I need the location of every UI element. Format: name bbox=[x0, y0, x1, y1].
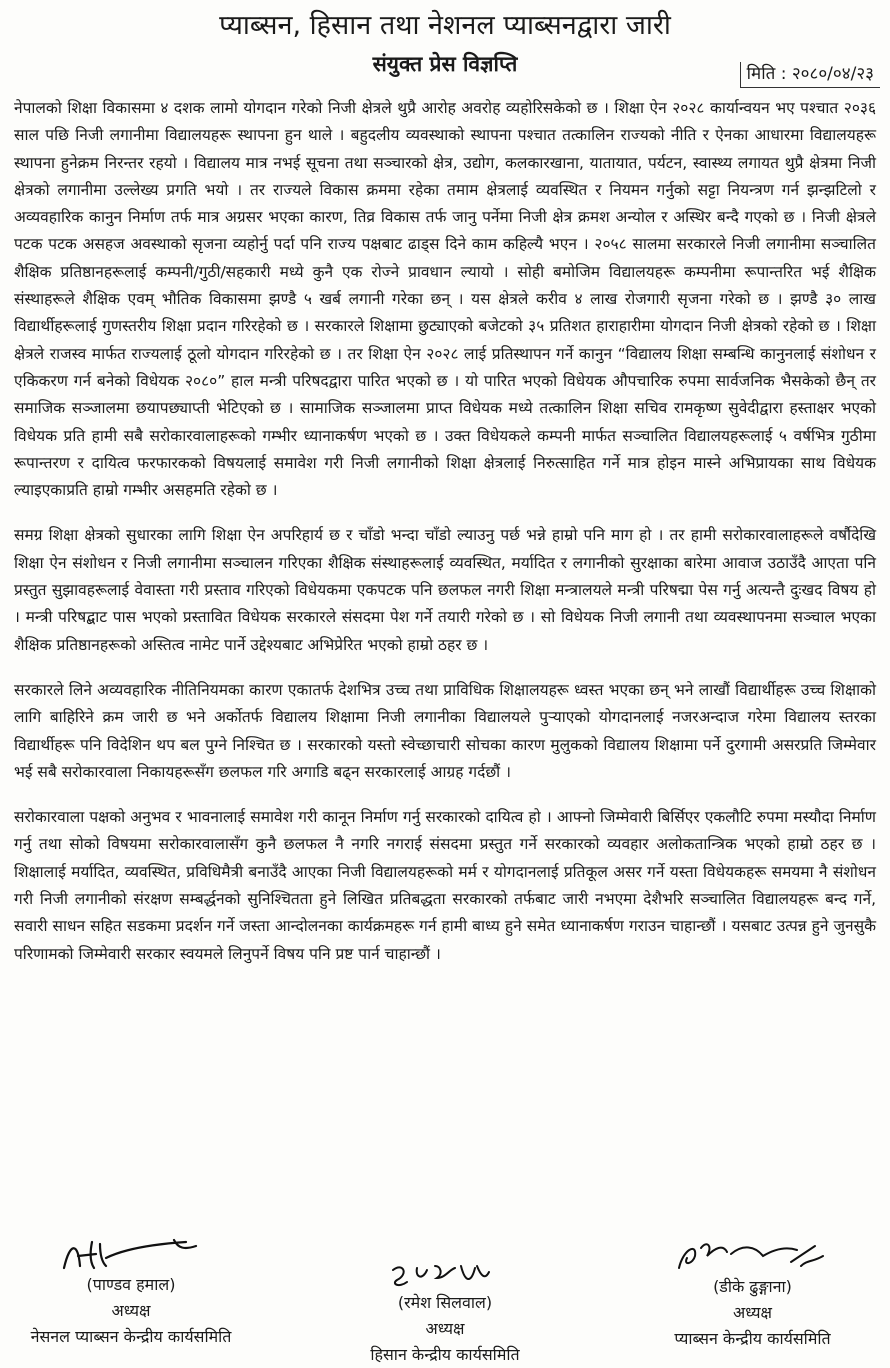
signatory-2-org: हिसान केन्द्रीय कार्यसमिति bbox=[370, 1345, 520, 1364]
paragraph-1: नेपालको शिक्षा विकासमा ४ दशक लामो योगदान गरेको निजी क्षेत्रले थुप्रै आरोह अवरोह व्यहोरिसकेको छ । शिक्षा ऐन २०२८ कार्यान्वयन भए पश्चात २०३६ साल पछि निजी लगानीमा विद्यालयहरू स्थापना हुन थाले । बहुदलीय व्यवस्थाको स्थापना पश्चात तत्कालिन राज्यको नीति र ऐनका आधारमा विद्यालयहरू स्थापना हुनेक्रम निरन्तर रहयो । विद्यालय मात्र नभई सूचना तथा सञ्चारको क्षेत्र, उद्योग, कलकारखाना, यातायात, पर्यटन, स्वास्थ्य लगायत थुप्रै क्षेत्रमा निजी क्षेत्रको लगानीमा उल्लेख्य प्रगति भयो । तर राज्यले विकास क्रममा रहेका तमाम क्षेत्रलाई व्यवस्थित र नियमन गर्नुको सट्टा नियन्त्रण गर्न झन्झटिलो र अव्यवहारिक कानुन निर्माण तर्फ मात्र अग्रसर भएका कारण, तिव्र विकास तर्फ जानु पर्नेमा निजी क्षेत्र क्रमश अन्योल र अस्थिर बन्दै गएको छ । निजी क्षेत्रले पटक पटक असहज अवस्थाको सृजना व्यहोर्नु पर्दा पनि राज्य पक्षबाट ढाड्स दिने काम कहिल्यै भएन । २०५८ सालमा सरकारले निजी लगानीमा सञ्चालित शैक्षिक प्रतिष्ठानहरूलाई कम्पनी/गुठी/सहकारी मध्ये कुनै एक रोज्ने प्रावधान ल्यायो । सोही बमोजिम विद्यालयहरू कम्पनीमा रूपान्तरित भई शैक्षिक संस्थाहरूले शैक्षिक एवम् भौतिक विकासमा झण्डै ५ खर्ब लगानी गरेका छन् । यस क्षेत्रले करीव ४ लाख रोजगारी सृजना गरेको छ । झण्डै ३० लाख विद्यार्थीहरूलाई गुणस्तरीय शिक्षा प्रदान गरिरहेको छ । सरकारले शिक्षामा छुट्याएको बजेटको ३५ प्रतिशत हाराहारीमा योगदान निजी क्षेत्रको रहेको छ । शिक्षा क्षेत्रले राजस्व मार्फत राज्यलाई ठूलो योगदान गरिरहेको छ । तर शिक्षा ऐन २०२८ लाई प्रतिस्थापन गर्ने कानुन “विद्यालय शिक्षा सम्बन्धि कानुनलाई संशोधन र एकिकरण गर्न बनेको विधेयक २०८०” हाल मन्त्री परिषदद्वारा पारित भएको छ । यो पारित भएको विधेयक औपचारिक रुपमा सार्वजनिक भैसकेको छैन् तर समाजिक सञ्जालमा छयापछ्याप्ती भेटिएको छ । सामाजिक सञ्जालमा प्राप्त विधेयक मध्ये तत्कालिन शिक्षा सचिव रामकृष्ण सुवेदीद्वारा हस्ताक्षर भएको विधेयक प्रति हामी सबै सरोकारवालाहरूको गम्भीर ध्यानाकर्षण भएको छ । उक्त विधेयकले कम्पनी मार्फत सञ्चालित विद्यालयहरूलाई ५ वर्षभित्र गुठीमा रूपान्तरण र दायित्व फरफारकको विषयलाई समावेश गरी निजी लगानीको शिक्षा क्षेत्रलाई निरुत्साहित गर्ने मात्र होइन मास्ने अभिप्रायका साथ विधेयक ल्याइएकाप्रति हाम्रो गम्भीर असहमति रहेको छ । bbox=[14, 99, 876, 500]
press-release-body bbox=[14, 95, 876, 968]
press-release-subtitle: संयुक्त प्रेस विज्ञप्ति bbox=[372, 52, 518, 76]
signatory-2-name: (रमेश सिलवाल) bbox=[397, 1293, 493, 1312]
signature-image-3 bbox=[673, 1236, 833, 1274]
signatory-1-name: (पाण्डव हमाल) bbox=[86, 1275, 176, 1294]
release-date: मिति : २०८०/०४/२३ bbox=[740, 62, 880, 88]
signatory-1-org: नेसनल प्याब्सन केन्द्रीय कार्यसमिति bbox=[30, 1327, 232, 1346]
press-release-title: प्याब्सन, हिसान तथा नेशनल प्याब्सनद्वारा जारी bbox=[219, 10, 671, 41]
signatory-block-2 bbox=[330, 1260, 560, 1368]
paragraph-3: सरकारले लिने अव्यवहारिक नीतिनियमका कारण एकातर्फ देशभित्र उच्च तथा प्राविधिक शिक्षालयहरू ध्वस्त भएका छन् भने लाखौं विद्यार्थीहरू उच्च शिक्षाको लागि बाहिरिने क्रम जारी छ भने अर्कोतर्फ विद्यालय शिक्षामा निजी लगानीका विद्यालयले पुऱ्याएको योगदानलाई नजरअन्दाज गरेमा विद्यालय स्तरका विद्यार्थीहरू पनि विदेशिन थप बल पुग्ने निश्चित छ । सरकारको यस्तो स्वेच्छाचारी सोचका कारण मुलुकको विद्यालय शिक्षामा पर्ने दुरगामी असरप्रति जिम्मेवार भई सबै सरोकारवाला निकायहरूसँग छलफल गरि अगाडि बढ्न सरकारलाई आग्रह गर्दछौं । bbox=[14, 680, 876, 781]
signature-image-2 bbox=[385, 1260, 505, 1290]
signatory-2-post: अध्यक्ष bbox=[425, 1319, 465, 1338]
paragraph-2: समग्र शिक्षा क्षेत्रको सुधारका लागि शिक्षा ऐन अपरिहार्य छ र चाँडो भन्दा चाँडो ल्याउनु पर्छ भन्ने हाम्रो पनि माग हो । तर हामी सरोकारवालाहरूले वर्षौदेखि शिक्षा ऐन संशोधन र निजी लगानीमा सञ्चालन गरिएका शैक्षिक संस्थाहरूलाई व्यवस्थित, मर्यादित र लगानीको सुरक्षाका बारेमा आवाज उठाउँदै आएता पनि प्रस्तुत सुझावहरूलाई वेवास्ता गरी प्रस्ताव गरिएको विधेयकमा एकपटक पनि छलफल नगरी शिक्षा मन्त्रालयले मन्त्री परिषद्मा पेस गर्नु अत्यन्तै दुःखद विषय हो । मन्त्री परिषद्बाट पास भएको प्रस्तावित विधेयक सरकारले संसदमा पेश गर्ने तयारी गरेको छ । सो विधेयक निजी लगानी तथा व्यवस्थापनमा सञ्चाल भएका शैक्षिक प्रतिष्ठानहरूको अस्तित्व नामेट पार्ने उद्देश्यबाट अभिप्रेरित भएको हाम्रो ठहर छ । bbox=[14, 526, 876, 654]
signatory-3-post: अध्यक्ष bbox=[733, 1303, 772, 1322]
signatory-3-name: (डीके ढुङ्गाना) bbox=[713, 1277, 792, 1296]
signatory-3-org: प्याब्सन केन्द्रीय कार्यसमिति bbox=[674, 1329, 831, 1348]
signatory-1-post: अध्यक्ष bbox=[111, 1301, 151, 1320]
signatory-block-3 bbox=[625, 1236, 880, 1352]
paragraph-4: सरोकारवाला पक्षको अनुभव र भावनालाई समावेश गरी कानून निर्माण गर्नु सरकारको दायित्व हो । आफ्नो जिम्मेवारी बिर्सिएर एकलौटि रुपमा मस्यौदा निर्माण गर्नु तथा सोको विषयमा सरोकारवालासँग कुनै छलफल नै नगरि नगराई संसदमा प्रस्तुत गर्ने सरकारको व्यवहार अलोकतान्त्रिक भएको हाम्रो ठहर छ । शिक्षालाई मर्यादित, व्यवस्थित, प्रविधिमैत्री बनाउँदै आएका निजी विद्यालयहरूको मर्म र योगदानलाई प्रतिकूल असर गर्ने यस्ता विधेयकहरू समयमा नै संशोधन गरी निजी लगानीको संरक्षण सम्बर्द्धनको सुनिश्चितता हुने लिखित प्रतिबद्धता सरकारको तर्फबाट जारी नभएमा देशैभरि सञ्चालित विद्यालयहरू बन्द गर्ने, सवारी साधन सहित सडकमा प्रदर्शन गर्ने जस्ता आन्दोलनका कार्यक्रमहरू गर्न हामी बाध्य हुने समेत ध्यानाकर्षण गराउन चाहान्छौं । यसबाट उत्पन्न हुने जुनसुकै परिणामको जिम्मेवारी सरकार स्वयमले लिनुपर्ने विषय पनि प्रष्ट पार्न चाहान्छौं । bbox=[14, 808, 876, 963]
signatory-block-1 bbox=[6, 1238, 256, 1350]
signature-image-1 bbox=[56, 1238, 206, 1272]
